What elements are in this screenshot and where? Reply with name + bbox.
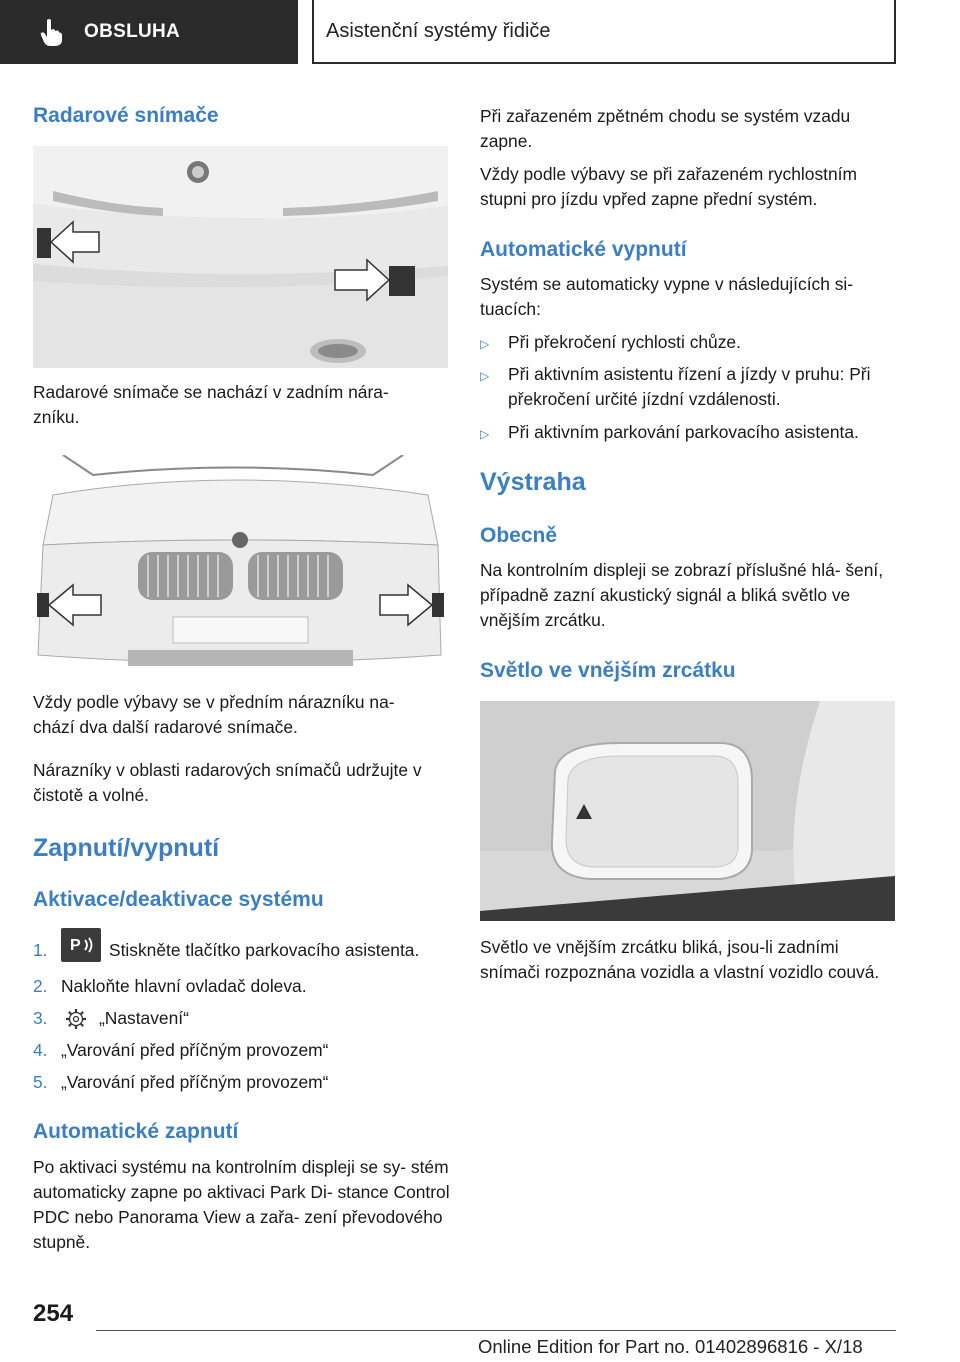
footer-divider [96, 1330, 896, 1331]
list-item [33, 938, 448, 963]
bullet-triangle-icon: ▷ [480, 337, 490, 351]
paragraph-general: Na kontrolním displeji se zobrazí příslušné hlá‐ šení, případně zazní akustický signál a bliká světlo ve vnějším zrcátku. [480, 560, 884, 630]
paragraph-front-sensors: Vždy podle výbavy se v předním nárazníku na‐ chází dva další radarové snímače. [33, 692, 395, 737]
paragraph-rear-sensors: Radarové snímače se nachází v zadním nára‐ zníku. [33, 382, 389, 427]
bullet-triangle-icon: ▷ [480, 369, 490, 383]
figure-side-mirror [480, 701, 895, 921]
bullet-triangle-icon: ▷ [480, 427, 490, 441]
step-number: 5. [33, 1072, 48, 1092]
chapter-title [312, 0, 896, 64]
step-number: 3. [33, 1008, 48, 1028]
paragraph-auto-on: Po aktivaci systému na kontrolním displeji se sy‐ stém automaticky zapne po aktivaci Park Di‐ stance Control PDC nebo Panorama View a zařa‐ zení převodového stupně. [33, 1157, 450, 1252]
footer-edition: Online Edition for Part no. 01402896816 - X/18 [478, 1336, 863, 1357]
park-assist-button-icon [61, 928, 101, 962]
hand-pointer-icon [40, 18, 62, 46]
bullet-text: Při překročení rychlosti chůze. [508, 332, 741, 352]
paragraph-mirror-light: Světlo ve vnějším zrcátku bliká, jsou-li zadními snímači rozpoznána vozidla a vlastní vozidlo couvá. [480, 937, 880, 982]
heading-warning: Výstraha [480, 468, 586, 496]
step-number: 1. [33, 940, 48, 960]
figure-front-bumper [33, 455, 448, 677]
heading-auto-on: Automatické zapnutí [33, 1120, 239, 1143]
page-number: 254 [33, 1300, 74, 1327]
bullet-text: Při aktivním parkování parkovacího asistenta. [508, 422, 859, 442]
list-item [480, 420, 898, 447]
step-text: „Varování před příčným provozem“ [61, 1040, 329, 1060]
step-text: Nakloňte hlavní ovladač doleva. [61, 976, 307, 996]
step-text: „Varování před příčným provozem“ [61, 1072, 329, 1092]
heading-auto-off: Automatické vypnutí [480, 238, 687, 261]
paragraph-keep-clean: Nárazníky v oblasti radarových snímačů udržujte v čistotě a volné. [33, 760, 422, 805]
list-item [33, 1006, 448, 1031]
list-item [480, 330, 898, 357]
heading-general: Obecně [480, 524, 558, 547]
section-tab-label: OBSLUHA [84, 21, 181, 42]
paragraph-auto-off: Systém se automaticky vypne v následujících si‐ tuacích: [480, 274, 854, 319]
section-tab [0, 0, 298, 64]
bullet-text: Při aktivním asistentu řízení a jízdy v pruhu: Při překročení určité jízdní vzdálenosti. [508, 364, 871, 409]
paragraph-reverse: Při zařazeném zpětném chodu se systém vzadu zapne. [480, 106, 851, 151]
list-item [33, 974, 448, 999]
step-text: Stiskněte tlačítko parkovacího asistenta. [109, 940, 420, 960]
heading-activation: Aktivace/deaktivace systému [33, 888, 324, 911]
step-number: 4. [33, 1040, 48, 1060]
list-item [33, 1038, 448, 1063]
figure-rear-bumper [33, 146, 448, 368]
chapter-title-text: Asistenční systémy řidiče [326, 19, 551, 42]
step-text: „Nastavení“ [99, 1008, 189, 1028]
list-item [33, 1070, 448, 1095]
gear-icon [65, 1008, 87, 1030]
front-bumper-illustration [33, 455, 448, 677]
heading-on-off: Zapnutí/vypnutí [33, 834, 220, 862]
step-number: 2. [33, 976, 48, 996]
list-item [480, 362, 898, 412]
side-mirror-illustration [480, 701, 895, 921]
svg-text:P: P [70, 937, 81, 954]
paragraph-forward: Vždy podle výbavy se při zařazeném rychlostním stupni pro jízdu vpřed zapne přední systém. [480, 164, 857, 209]
heading-radar-sensors: Radarové snímače [33, 104, 219, 127]
rear-bumper-illustration [33, 146, 448, 368]
heading-mirror-light: Světlo ve vnějším zrcátku [480, 659, 736, 682]
